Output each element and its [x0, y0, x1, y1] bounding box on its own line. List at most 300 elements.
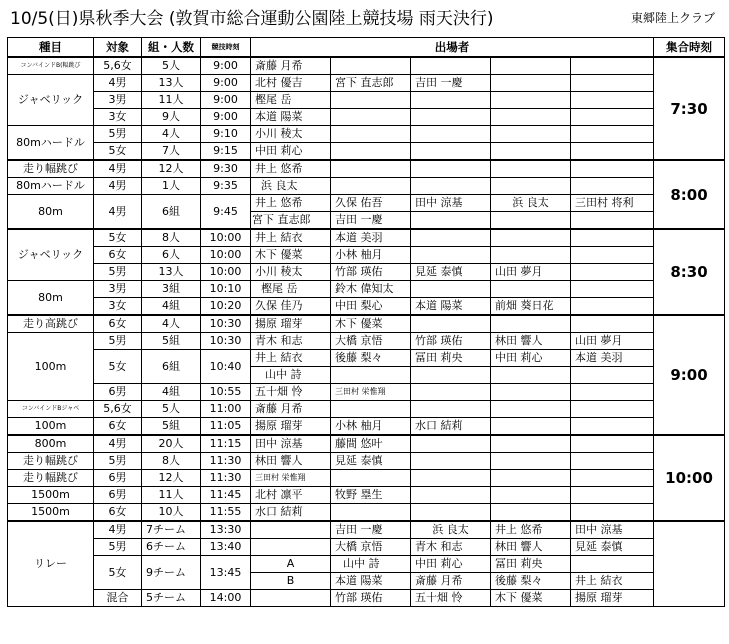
club-name: 東郷陸上クラブ	[630, 11, 715, 25]
entrant-cell: 牧野 塁生	[331, 487, 411, 504]
time-cell: 13:40	[201, 539, 251, 556]
entrant-cell: 小林 柚月	[331, 418, 411, 436]
entrant-cell	[331, 143, 411, 161]
table-row	[8, 350, 725, 367]
table-row	[8, 435, 725, 453]
event-cell: 80mハードル	[8, 178, 94, 195]
entrant-cell: 五十畑 怜	[411, 590, 491, 607]
event-cell: 80mハードル	[8, 126, 94, 161]
entrant-cell	[571, 384, 654, 401]
entrant-cell	[251, 590, 331, 607]
entrant-cell	[571, 229, 654, 247]
entrant-cell	[491, 487, 571, 504]
table-row	[8, 470, 725, 487]
event-cell: 走り幅跳び	[8, 160, 94, 178]
count-cell: 20人	[142, 435, 201, 453]
time-cell: 10:40	[201, 350, 251, 384]
entrant-cell: 本道 陽菜	[331, 573, 411, 590]
target-cell: 4男	[94, 178, 142, 195]
table-row	[8, 178, 725, 195]
entrant-cell	[411, 504, 491, 522]
entrant-cell: 井上 悠希	[251, 195, 331, 212]
count-cell: 12人	[142, 470, 201, 487]
table-row	[8, 264, 725, 281]
entrant-cell: 中田 莉心	[251, 143, 331, 161]
count-cell: 5組	[142, 418, 201, 436]
table-row	[8, 315, 725, 333]
entrant-cell	[491, 367, 571, 384]
entrant-cell	[411, 247, 491, 264]
entrant-cell: 山中 詩	[251, 367, 331, 384]
entrant-cell: 林田 響人	[491, 333, 571, 350]
target-cell: 5男	[94, 264, 142, 281]
entrant-cell	[411, 367, 491, 384]
entrant-cell	[491, 212, 571, 230]
target-cell: 5女	[94, 143, 142, 161]
time-cell: 9:35	[201, 178, 251, 195]
entrant-cell: 吉田 一慶	[331, 212, 411, 230]
count-cell: 6チーム	[142, 539, 201, 556]
time-cell: 11:30	[201, 470, 251, 487]
entrant-cell: 斎藤 月希	[251, 57, 331, 75]
time-cell: 11:05	[201, 418, 251, 436]
target-cell: 6男	[94, 470, 142, 487]
table-row	[8, 126, 725, 143]
target-cell: 5,6女	[94, 57, 142, 75]
entrant-cell	[491, 178, 571, 195]
entrant-cell	[411, 109, 491, 126]
target-cell: 6女	[94, 504, 142, 522]
entrant-cell	[411, 212, 491, 230]
entrant-cell: 青木 和志	[251, 333, 331, 350]
time-cell: 11:55	[201, 504, 251, 522]
entrant-cell	[571, 453, 654, 470]
table-row	[8, 539, 725, 556]
entrant-cell	[411, 178, 491, 195]
entrant-cell	[251, 521, 331, 539]
table-row	[8, 247, 725, 264]
time-cell: 9:00	[201, 57, 251, 75]
event-cell: リレー	[8, 521, 94, 607]
entrant-cell: 浜 良太	[491, 195, 571, 212]
time-cell: 13:30	[201, 521, 251, 539]
table-row	[8, 75, 725, 92]
time-cell: 9:10	[201, 126, 251, 143]
target-cell: 4男	[94, 521, 142, 539]
count-cell: 8人	[142, 229, 201, 247]
count-cell: 7チーム	[142, 521, 201, 539]
table-row	[8, 453, 725, 470]
entrant-cell	[331, 160, 411, 178]
event-cell: 1500m	[8, 504, 94, 522]
entrant-cell	[411, 470, 491, 487]
entrant-cell: 揚原 瑠芽	[251, 315, 331, 333]
time-cell: 11:45	[201, 487, 251, 504]
col-target: 対象	[94, 38, 142, 58]
time-cell: 9:45	[201, 195, 251, 230]
entrant-cell: 樫尾 岳	[251, 281, 331, 298]
count-cell: 9人	[142, 109, 201, 126]
entrant-cell: 北村 凛平	[251, 487, 331, 504]
entrant-cell	[331, 109, 411, 126]
count-cell: 13人	[142, 264, 201, 281]
entrant-cell	[491, 247, 571, 264]
event-cell: 走り幅跳び	[8, 470, 94, 487]
entrant-cell: 斎藤 月希	[251, 401, 331, 418]
entrant-cell	[491, 315, 571, 333]
entrant-cell	[411, 143, 491, 161]
target-cell: 6女	[94, 315, 142, 333]
target-cell: 5男	[94, 126, 142, 143]
entrant-cell: 藤間 悠叶	[331, 435, 411, 453]
entrant-cell	[331, 470, 411, 487]
entrant-cell: 木下 優菜	[331, 315, 411, 333]
table-row	[8, 109, 725, 126]
entrant-cell: 宮下 直志郎	[331, 75, 411, 92]
header-row	[8, 38, 725, 58]
entrant-cell: 木下 優菜	[491, 590, 571, 607]
count-cell: 11人	[142, 487, 201, 504]
table-row	[8, 418, 725, 436]
entrant-cell: 山中 詩	[331, 556, 411, 573]
event-cell: 80m	[8, 281, 94, 316]
entrant-cell	[571, 298, 654, 316]
entrant-cell	[571, 401, 654, 418]
entrant-cell: B	[251, 573, 331, 590]
time-cell: 10:30	[201, 333, 251, 350]
entrant-cell	[571, 212, 654, 230]
entrant-cell: 井上 悠希	[491, 521, 571, 539]
entrant-cell	[491, 126, 571, 143]
table-row	[8, 160, 725, 178]
table-row	[8, 229, 725, 247]
entrant-cell: A	[251, 556, 331, 573]
entrant-cell: 水口 結莉	[251, 504, 331, 522]
entrant-cell: 中田 莉心	[411, 556, 491, 573]
entrant-cell: 樫尾 岳	[251, 92, 331, 109]
entrant-cell	[411, 126, 491, 143]
time-cell: 11:30	[201, 453, 251, 470]
time-cell: 9:30	[201, 160, 251, 178]
target-cell: 6女	[94, 247, 142, 264]
event-cell: ジャベリック	[8, 229, 94, 281]
entrant-cell	[571, 92, 654, 109]
entrant-cell	[571, 315, 654, 333]
target-cell: 5男	[94, 539, 142, 556]
entrant-cell	[491, 229, 571, 247]
event-cell: 1500m	[8, 487, 94, 504]
entrant-cell: 本道 陽菜	[251, 109, 331, 126]
entrant-cell: 中田 梨心	[331, 298, 411, 316]
entrant-cell: 三田村 栄惟翔	[331, 384, 411, 401]
entrant-cell: 田中 涼基	[411, 195, 491, 212]
meet-time-cell: 10:00	[654, 435, 725, 521]
target-cell: 4男	[94, 160, 142, 178]
target-cell: 6男	[94, 384, 142, 401]
table-row	[8, 504, 725, 522]
entrant-cell: 小川 稜太	[251, 264, 331, 281]
entrant-cell: 後藤 梨々	[491, 573, 571, 590]
table-row	[8, 57, 725, 75]
table-row	[8, 298, 725, 316]
target-cell: 5,6女	[94, 401, 142, 418]
entrant-cell	[491, 160, 571, 178]
time-cell: 10:00	[201, 264, 251, 281]
entrant-cell	[571, 470, 654, 487]
entrant-cell	[331, 401, 411, 418]
time-cell: 11:00	[201, 401, 251, 418]
count-cell: 4人	[142, 126, 201, 143]
entrant-cell	[331, 92, 411, 109]
entrant-cell	[491, 401, 571, 418]
count-cell: 9チーム	[142, 556, 201, 590]
time-cell: 10:20	[201, 298, 251, 316]
target-cell: 3女	[94, 109, 142, 126]
col-entrants: 出場者	[251, 38, 654, 58]
entrant-cell	[411, 92, 491, 109]
entrant-cell: 小林 柚月	[331, 247, 411, 264]
entrant-cell: 浜 良太	[251, 178, 331, 195]
count-cell: 4組	[142, 384, 201, 401]
entrant-cell	[411, 453, 491, 470]
time-cell: 10:00	[201, 247, 251, 264]
entrant-cell	[571, 418, 654, 436]
entrant-cell: 中田 莉心	[491, 350, 571, 367]
entrant-cell: 林田 響人	[251, 453, 331, 470]
entrant-cell: 大橋 京悟	[331, 539, 411, 556]
entrant-cell	[571, 435, 654, 453]
entrant-cell	[571, 281, 654, 298]
target-cell: 6女	[94, 418, 142, 436]
time-cell: 9:00	[201, 92, 251, 109]
table-row	[8, 521, 725, 539]
time-cell: 10:30	[201, 315, 251, 333]
event-cell: 800m	[8, 435, 94, 453]
entrant-cell: 本道 陽菜	[411, 298, 491, 316]
target-cell: 3男	[94, 92, 142, 109]
entrant-cell	[571, 126, 654, 143]
entrant-cell: 竹部 瑛佑	[331, 264, 411, 281]
entrant-cell	[331, 126, 411, 143]
entrant-cell	[331, 504, 411, 522]
count-cell: 5人	[142, 401, 201, 418]
col-meet: 集合時刻	[654, 38, 725, 58]
count-cell: 6組	[142, 350, 201, 384]
table-row	[8, 556, 725, 573]
entrant-cell	[411, 487, 491, 504]
entrant-cell: 見延 泰慎	[411, 264, 491, 281]
count-cell: 12人	[142, 160, 201, 178]
entrant-cell	[331, 178, 411, 195]
entrant-cell: 林田 響人	[491, 539, 571, 556]
entrant-cell: 田中 涼基	[571, 521, 654, 539]
entrant-cell: 木下 優菜	[251, 247, 331, 264]
entrant-cell	[411, 435, 491, 453]
page-title: 10/5(日)県秋季大会 (敦賀市総合運動公園陸上競技場 雨天決行)	[10, 9, 494, 29]
entrant-cell: 浜 良太	[411, 521, 491, 539]
entrant-cell	[331, 367, 411, 384]
entrant-cell	[571, 109, 654, 126]
entrant-cell: 北村 優吉	[251, 75, 331, 92]
table-row	[8, 143, 725, 161]
entrant-cell	[491, 143, 571, 161]
entrant-cell: 竹部 瑛佑	[331, 590, 411, 607]
entrant-cell: 五十畑 怜	[251, 384, 331, 401]
time-cell: 14:00	[201, 590, 251, 607]
entrant-cell	[491, 470, 571, 487]
meet-time-cell: 8:00	[654, 160, 725, 229]
count-cell: 5人	[142, 57, 201, 75]
event-cell: 走り幅跳び	[8, 453, 94, 470]
entrant-cell: 竹部 瑛佑	[411, 333, 491, 350]
entrant-cell: 井上 悠希	[251, 160, 331, 178]
table-row	[8, 487, 725, 504]
meet-time-cell	[654, 521, 725, 607]
entrant-cell	[491, 504, 571, 522]
entrant-cell: 揚原 瑠芽	[571, 590, 654, 607]
target-cell: 5男	[94, 453, 142, 470]
count-cell: 6人	[142, 247, 201, 264]
time-cell: 10:55	[201, 384, 251, 401]
entrant-cell: 井上 結衣	[571, 573, 654, 590]
entrant-cell: 吉田 一慶	[331, 521, 411, 539]
target-cell: 4男	[94, 195, 142, 230]
entrant-cell	[491, 435, 571, 453]
table-row	[8, 92, 725, 109]
count-cell: 10人	[142, 504, 201, 522]
entrant-cell: 見延 泰慎	[571, 539, 654, 556]
entrant-cell	[571, 178, 654, 195]
time-cell: 10:10	[201, 281, 251, 298]
entrant-cell	[491, 281, 571, 298]
entrant-cell	[491, 75, 571, 92]
table-row	[8, 333, 725, 350]
count-cell: 7人	[142, 143, 201, 161]
count-cell: 5組	[142, 333, 201, 350]
entrant-cell	[411, 315, 491, 333]
count-cell: 11人	[142, 92, 201, 109]
entrant-cell	[491, 57, 571, 75]
entrant-cell	[571, 143, 654, 161]
time-cell: 9:00	[201, 75, 251, 92]
entrant-cell: 冨田 莉央	[411, 350, 491, 367]
entrant-cell	[571, 504, 654, 522]
event-cell: 80m	[8, 195, 94, 230]
meet-time-cell: 9:00	[654, 315, 725, 435]
entrant-cell	[251, 539, 331, 556]
entrant-cell	[571, 160, 654, 178]
target-cell: 6男	[94, 487, 142, 504]
entrant-cell: 水口 結莉	[411, 418, 491, 436]
entrant-cell: 見延 泰慎	[331, 453, 411, 470]
entrant-cell: 前畑 葵日花	[491, 298, 571, 316]
entrant-cell: 本道 美羽	[331, 229, 411, 247]
entrant-cell: 久保 佳乃	[251, 298, 331, 316]
event-cell: 走り高跳び	[8, 315, 94, 333]
count-cell: 3組	[142, 281, 201, 298]
entrant-cell	[491, 384, 571, 401]
table-row	[8, 401, 725, 418]
entrant-cell: 斎藤 月希	[411, 573, 491, 590]
entrant-cell: 山田 夢月	[571, 333, 654, 350]
time-cell: 9:00	[201, 109, 251, 126]
entrant-cell	[491, 418, 571, 436]
target-cell: 5男	[94, 333, 142, 350]
entrant-cell	[411, 57, 491, 75]
entrant-cell	[411, 281, 491, 298]
target-cell: 5女	[94, 556, 142, 590]
entrant-cell: 鈴木 偉知太	[331, 281, 411, 298]
count-cell: 1人	[142, 178, 201, 195]
entrant-cell: 青木 和志	[411, 539, 491, 556]
time-cell: 9:15	[201, 143, 251, 161]
col-count: 組・人数	[142, 38, 201, 58]
target-cell: 5女	[94, 350, 142, 384]
col-time: 競技時刻	[201, 38, 251, 58]
entrant-cell: 冨田 莉央	[491, 556, 571, 573]
target-cell: 4男	[94, 435, 142, 453]
meet-time-cell: 7:30	[654, 57, 725, 160]
entrant-cell	[411, 160, 491, 178]
table-row	[8, 195, 725, 212]
entrant-cell	[491, 109, 571, 126]
count-cell: 5チーム	[142, 590, 201, 607]
entrant-cell	[491, 453, 571, 470]
entrant-cell	[411, 401, 491, 418]
table-row	[8, 590, 725, 607]
entrant-cell: 井上 結衣	[251, 229, 331, 247]
table-row	[8, 384, 725, 401]
table-row	[8, 281, 725, 298]
entrant-cell	[411, 384, 491, 401]
entrant-cell: 三田村 栄惟翔	[251, 470, 331, 487]
target-cell: 3女	[94, 298, 142, 316]
entrant-cell	[571, 367, 654, 384]
entrant-cell: 井上 結衣	[251, 350, 331, 367]
entrant-cell: 大橋 京悟	[331, 333, 411, 350]
time-cell: 11:15	[201, 435, 251, 453]
event-cell: コンバインドBジャベ	[8, 401, 94, 418]
entrant-cell	[571, 57, 654, 75]
count-cell: 8人	[142, 453, 201, 470]
entrant-cell	[571, 264, 654, 281]
entrant-cell	[571, 247, 654, 264]
entrant-cell: 山田 夢月	[491, 264, 571, 281]
target-cell: 4男	[94, 75, 142, 92]
event-cell: コンバインドB(幅跳び	[8, 57, 94, 75]
entrant-cell: 揚原 瑠芽	[251, 418, 331, 436]
event-cell: ジャベリック	[8, 75, 94, 126]
entrant-cell: 後藤 梨々	[331, 350, 411, 367]
target-cell: 5女	[94, 229, 142, 247]
entrant-cell: 小川 稜太	[251, 126, 331, 143]
entrant-cell: 田中 涼基	[251, 435, 331, 453]
count-cell: 4人	[142, 315, 201, 333]
meet-time-cell: 8:30	[654, 229, 725, 315]
entrant-cell	[571, 487, 654, 504]
entrant-cell	[331, 57, 411, 75]
col-event: 種目	[8, 38, 94, 58]
count-cell: 4組	[142, 298, 201, 316]
entrant-cell: 宮下 直志郎	[251, 212, 331, 230]
target-cell: 3男	[94, 281, 142, 298]
entrant-cell: 本道 美羽	[571, 350, 654, 367]
entrant-cell	[491, 92, 571, 109]
schedule-table	[7, 37, 725, 607]
entrant-cell	[571, 75, 654, 92]
target-cell: 混合	[94, 590, 142, 607]
entrant-cell	[571, 556, 654, 573]
